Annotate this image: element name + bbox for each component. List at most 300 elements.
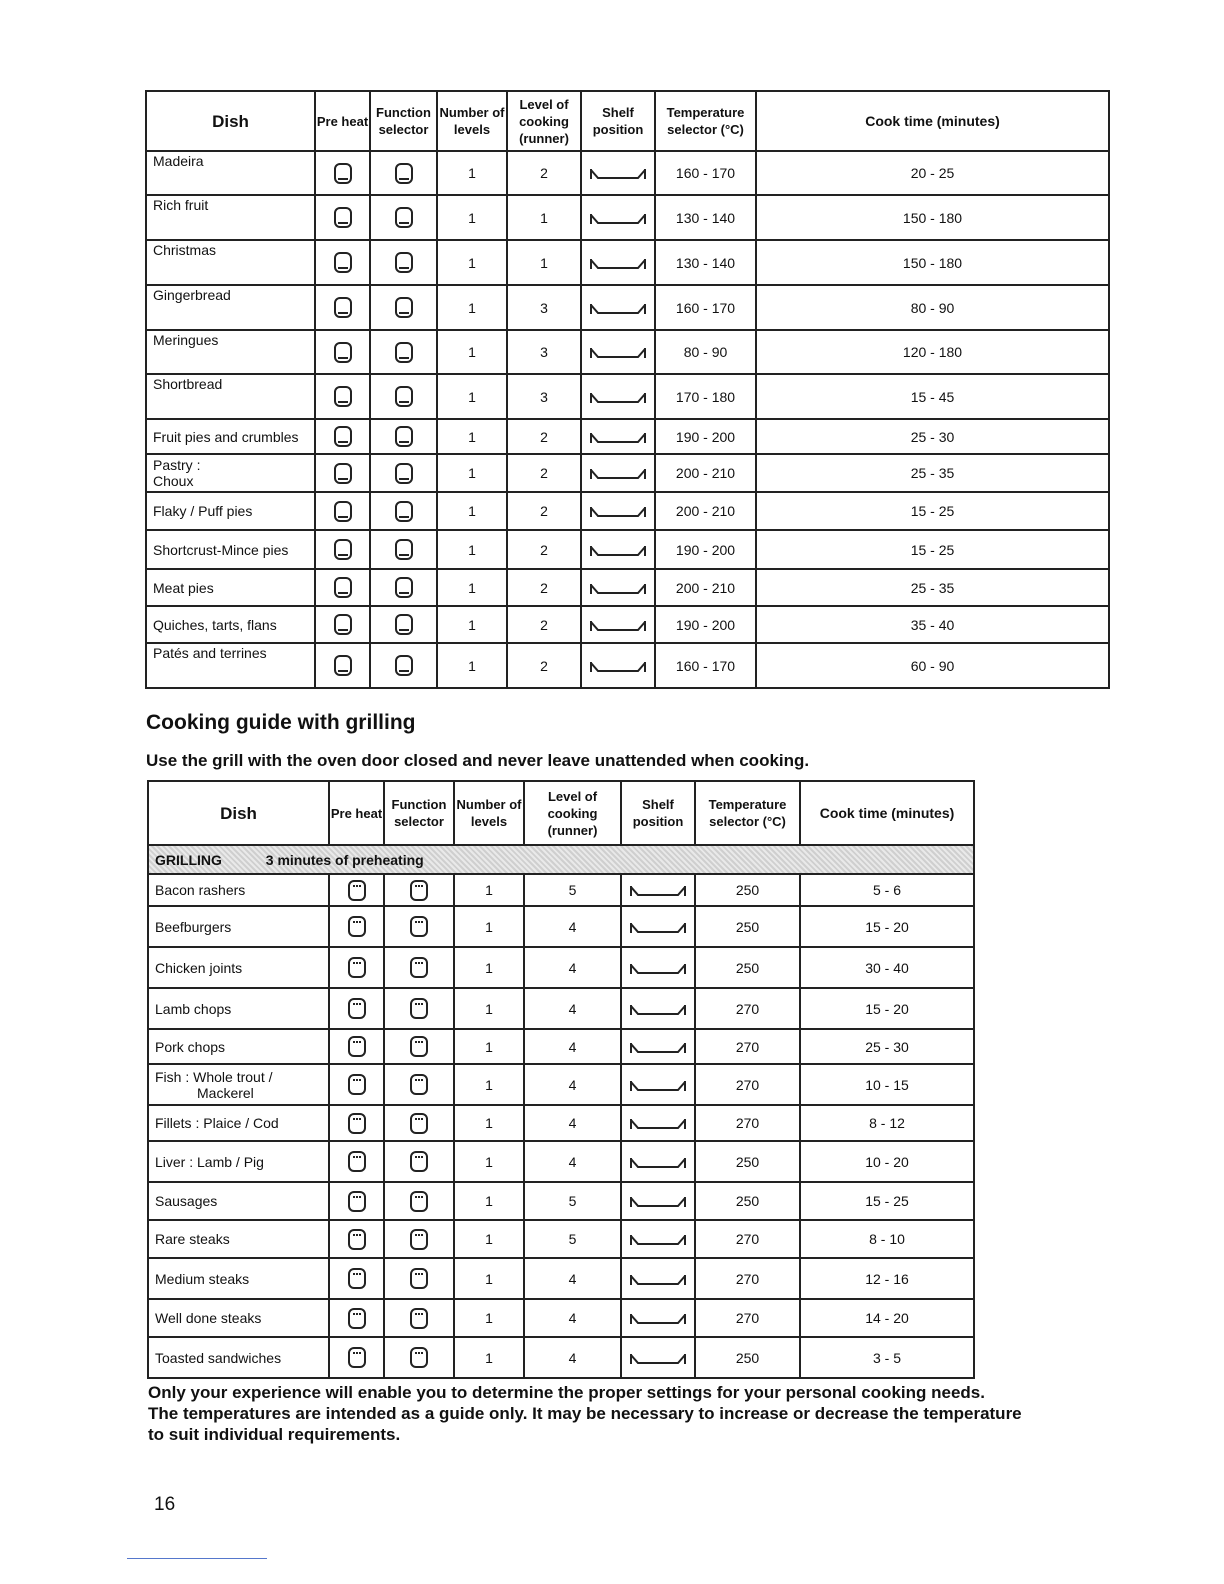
runner-cell: 2 xyxy=(507,492,581,530)
shelf-tray-icon xyxy=(630,1004,686,1016)
function-cell xyxy=(370,643,437,688)
cook-time-cell: 120 - 180 xyxy=(756,330,1109,374)
table-row xyxy=(146,374,1109,419)
header-temperature-selector: Temperature selector (°C) xyxy=(655,91,756,151)
shelf-cell xyxy=(621,1064,695,1105)
table-row xyxy=(146,492,1109,530)
preheat-cell xyxy=(329,1220,384,1258)
function-cell xyxy=(370,419,437,454)
cook-time-cell: 10 - 20 xyxy=(800,1141,974,1182)
function-cell xyxy=(370,240,437,285)
preheat-cell xyxy=(315,330,370,374)
shelf-tray-icon xyxy=(630,1157,686,1169)
runner-cell: 1 xyxy=(507,240,581,285)
levels-cell: 1 xyxy=(437,285,507,330)
dish-name: Rare steaks xyxy=(148,1220,329,1258)
table-row xyxy=(148,1337,974,1378)
footnote xyxy=(148,1382,1108,1445)
temperature-cell: 160 - 170 xyxy=(655,285,756,330)
runner-cell: 2 xyxy=(507,151,581,195)
conventional-oven-icon xyxy=(395,614,413,635)
runner-cell: 4 xyxy=(524,988,621,1029)
page-number: 16 xyxy=(154,1494,176,1515)
function-cell xyxy=(370,374,437,419)
shelf-cell xyxy=(581,606,655,643)
grill-icon xyxy=(348,1191,366,1212)
dish-name: Beefburgers xyxy=(148,906,329,947)
runner-cell: 1 xyxy=(507,195,581,240)
grilling-heading: Cooking guide with grilling xyxy=(146,711,416,734)
preheat-cell xyxy=(315,151,370,195)
conventional-oven-icon xyxy=(395,577,413,598)
cook-time-cell: 15 - 25 xyxy=(756,492,1109,530)
cook-time-cell: 35 - 40 xyxy=(756,606,1109,643)
grilling-band xyxy=(148,845,974,874)
levels-cell: 1 xyxy=(437,240,507,285)
grill-icon xyxy=(410,1268,428,1289)
conventional-oven-icon xyxy=(395,426,413,447)
cook-time-cell: 15 - 20 xyxy=(800,988,974,1029)
function-cell xyxy=(384,1141,454,1182)
grill-icon xyxy=(410,998,428,1019)
cook-time-cell: 80 - 90 xyxy=(756,285,1109,330)
footnote-line-2: The temperatures are intended as a guide only. It may be necessary to increase or decrease the temperature xyxy=(148,1404,1022,1423)
function-cell xyxy=(384,1064,454,1105)
shelf-cell xyxy=(621,988,695,1029)
temperature-cell: 80 - 90 xyxy=(655,330,756,374)
header-cook-time: Cook time (minutes) xyxy=(756,91,1109,151)
levels-cell: 1 xyxy=(437,606,507,643)
runner-cell: 4 xyxy=(524,1064,621,1105)
header-dish: Dish xyxy=(148,781,329,845)
grill-icon xyxy=(348,1074,366,1095)
grilling-guide-table xyxy=(147,780,975,1379)
header-function-selector: Function selector xyxy=(384,781,454,845)
shelf-cell xyxy=(621,1337,695,1378)
dish-name: Meat pies xyxy=(146,569,315,606)
runner-cell: 5 xyxy=(524,1182,621,1220)
dish-name: Chicken joints xyxy=(148,947,329,988)
temperature-cell: 170 - 180 xyxy=(655,374,756,419)
shelf-tray-icon xyxy=(590,545,646,557)
function-cell xyxy=(384,1299,454,1337)
shelf-tray-icon xyxy=(590,468,646,480)
table-row xyxy=(146,643,1109,688)
levels-cell: 1 xyxy=(437,569,507,606)
shelf-tray-icon xyxy=(630,1042,686,1054)
conventional-oven-icon xyxy=(334,577,352,598)
levels-cell: 1 xyxy=(454,1299,524,1337)
footnote-line-1: Only your experience will enable you to determine the proper settings for your personal cooking needs. xyxy=(148,1383,985,1402)
function-cell xyxy=(384,1258,454,1299)
runner-cell: 3 xyxy=(507,330,581,374)
cook-time-cell: 10 - 15 xyxy=(800,1064,974,1105)
table-row xyxy=(146,240,1109,285)
grill-icon xyxy=(348,1113,366,1134)
grill-icon xyxy=(348,998,366,1019)
preheat-cell xyxy=(315,240,370,285)
levels-cell: 1 xyxy=(437,330,507,374)
header-level-of-cooking: Level of cooking (runner) xyxy=(524,781,621,845)
runner-cell: 2 xyxy=(507,569,581,606)
cook-time-cell: 15 - 25 xyxy=(756,530,1109,569)
preheat-cell xyxy=(315,374,370,419)
conventional-oven-icon xyxy=(334,163,352,184)
shelf-cell xyxy=(581,374,655,419)
temperature-cell: 270 xyxy=(695,1299,800,1337)
preheat-cell xyxy=(329,1299,384,1337)
levels-cell: 1 xyxy=(454,1064,524,1105)
table-row xyxy=(146,606,1109,643)
levels-cell: 1 xyxy=(437,492,507,530)
runner-cell: 4 xyxy=(524,947,621,988)
shelf-cell xyxy=(621,1105,695,1141)
grill-icon xyxy=(410,1347,428,1368)
conventional-oven-icon xyxy=(334,297,352,318)
runner-cell: 4 xyxy=(524,1141,621,1182)
function-cell xyxy=(370,195,437,240)
conventional-oven-icon xyxy=(334,342,352,363)
runner-cell: 2 xyxy=(507,454,581,492)
header-number-of-levels: Number of levels xyxy=(454,781,524,845)
temperature-cell: 250 xyxy=(695,947,800,988)
table-row xyxy=(148,1299,974,1337)
dish-name: Sausages xyxy=(148,1182,329,1220)
preheat-cell xyxy=(329,1029,384,1064)
conventional-oven-icon xyxy=(395,386,413,407)
cook-time-cell: 15 - 20 xyxy=(800,906,974,947)
shelf-cell xyxy=(621,1141,695,1182)
conventional-oven-icon xyxy=(334,386,352,407)
preheat-cell xyxy=(329,1141,384,1182)
table-row xyxy=(148,1105,974,1141)
shelf-cell xyxy=(621,1029,695,1064)
shelf-tray-icon xyxy=(590,347,646,359)
baking-guide-table xyxy=(145,90,1110,689)
levels-cell: 1 xyxy=(454,1220,524,1258)
grill-icon xyxy=(348,1229,366,1250)
cook-time-cell: 150 - 180 xyxy=(756,195,1109,240)
cook-time-cell: 150 - 180 xyxy=(756,240,1109,285)
dish-name: Madeira xyxy=(146,151,315,195)
runner-cell: 3 xyxy=(507,374,581,419)
shelf-tray-icon xyxy=(630,1274,686,1286)
levels-cell: 1 xyxy=(437,195,507,240)
dish-name-line-1: Pastry : xyxy=(153,457,201,473)
shelf-tray-icon xyxy=(630,1118,686,1130)
grilling-band-note: 3 minutes of preheating xyxy=(265,851,424,868)
runner-cell: 5 xyxy=(524,874,621,906)
levels-cell: 1 xyxy=(454,874,524,906)
grill-icon xyxy=(348,1151,366,1172)
function-cell xyxy=(370,492,437,530)
levels-cell: 1 xyxy=(437,530,507,569)
table-row xyxy=(148,1064,974,1105)
runner-cell: 4 xyxy=(524,1258,621,1299)
conventional-oven-icon xyxy=(395,539,413,560)
grill-icon xyxy=(348,1036,366,1057)
preheat-cell xyxy=(329,1182,384,1220)
conventional-oven-icon xyxy=(395,342,413,363)
function-cell xyxy=(384,947,454,988)
conventional-oven-icon xyxy=(334,501,352,522)
shelf-cell xyxy=(621,1258,695,1299)
shelf-tray-icon xyxy=(590,620,646,632)
runner-cell: 4 xyxy=(524,1337,621,1378)
header-pre-heat: Pre heat xyxy=(329,781,384,845)
temperature-cell: 270 xyxy=(695,1105,800,1141)
runner-cell: 4 xyxy=(524,906,621,947)
shelf-cell xyxy=(621,1220,695,1258)
shelf-tray-icon xyxy=(590,213,646,225)
shelf-cell xyxy=(581,330,655,374)
temperature-cell: 200 - 210 xyxy=(655,454,756,492)
conventional-oven-icon xyxy=(334,207,352,228)
dish-name: Bacon rashers xyxy=(148,874,329,906)
shelf-tray-icon xyxy=(590,506,646,518)
conventional-oven-icon xyxy=(334,655,352,676)
dish-name: Patés and terrines xyxy=(146,643,315,688)
preheat-cell xyxy=(329,988,384,1029)
table-row xyxy=(146,419,1109,454)
shelf-cell xyxy=(581,285,655,330)
shelf-cell xyxy=(581,492,655,530)
table-row xyxy=(148,947,974,988)
dish-name-line-1: Fish : Whole trout / xyxy=(155,1068,273,1085)
function-cell xyxy=(384,1337,454,1378)
grill-icon xyxy=(410,1113,428,1134)
conventional-oven-icon xyxy=(395,463,413,484)
table-row xyxy=(146,530,1109,569)
grill-icon xyxy=(348,880,366,901)
function-cell xyxy=(384,1220,454,1258)
table-row xyxy=(148,906,974,947)
function-cell xyxy=(384,906,454,947)
table-row xyxy=(146,330,1109,374)
conventional-oven-icon xyxy=(395,207,413,228)
temperature-cell: 250 xyxy=(695,1182,800,1220)
shelf-tray-icon xyxy=(630,1196,686,1208)
header-function-selector: Function selector xyxy=(370,91,437,151)
grill-icon xyxy=(410,1191,428,1212)
conventional-oven-icon xyxy=(395,297,413,318)
dish-name: Christmas xyxy=(146,240,315,285)
shelf-cell xyxy=(581,643,655,688)
preheat-cell xyxy=(315,419,370,454)
grilling-subheading: Use the grill with the oven door closed and never leave unattended when cooking. xyxy=(146,751,810,770)
cook-time-cell: 14 - 20 xyxy=(800,1299,974,1337)
dish-name-line-2: Choux xyxy=(153,473,194,489)
grill-icon xyxy=(410,916,428,937)
conventional-oven-icon xyxy=(334,252,352,273)
function-cell xyxy=(370,151,437,195)
function-cell xyxy=(370,530,437,569)
conventional-oven-icon xyxy=(395,252,413,273)
header-temperature-selector: Temperature selector (°C) xyxy=(695,781,800,845)
function-cell xyxy=(384,1105,454,1141)
grill-icon xyxy=(410,1308,428,1329)
grill-icon xyxy=(348,916,366,937)
temperature-cell: 270 xyxy=(695,1029,800,1064)
shelf-tray-icon xyxy=(630,1313,686,1325)
function-cell xyxy=(384,874,454,906)
cook-time-cell: 8 - 12 xyxy=(800,1105,974,1141)
preheat-cell xyxy=(329,1064,384,1105)
dish-name: Shortbread xyxy=(146,374,315,419)
dish-name: Rich fruit xyxy=(146,195,315,240)
temperature-cell: 130 - 140 xyxy=(655,240,756,285)
levels-cell: 1 xyxy=(437,374,507,419)
conventional-oven-icon xyxy=(334,539,352,560)
shelf-cell xyxy=(581,569,655,606)
dish-name: Pork chops xyxy=(148,1029,329,1064)
cook-time-cell: 25 - 35 xyxy=(756,569,1109,606)
shelf-cell xyxy=(621,1299,695,1337)
grill-icon xyxy=(348,1347,366,1368)
preheat-cell xyxy=(329,1337,384,1378)
function-cell xyxy=(384,1182,454,1220)
conventional-oven-icon xyxy=(395,163,413,184)
cook-time-cell: 15 - 25 xyxy=(800,1182,974,1220)
shelf-tray-icon xyxy=(630,1234,686,1246)
footnote-line-3: to suit individual requirements. xyxy=(148,1425,401,1444)
grill-icon xyxy=(410,1229,428,1250)
shelf-tray-icon xyxy=(630,922,686,934)
function-cell xyxy=(370,454,437,492)
temperature-cell: 250 xyxy=(695,906,800,947)
cook-time-cell: 3 - 5 xyxy=(800,1337,974,1378)
dish-name: Well done steaks xyxy=(148,1299,329,1337)
preheat-cell xyxy=(329,1105,384,1141)
preheat-cell xyxy=(329,1258,384,1299)
grill-icon xyxy=(410,1036,428,1057)
grill-icon xyxy=(410,880,428,901)
preheat-cell xyxy=(329,947,384,988)
function-cell xyxy=(384,1029,454,1064)
temperature-cell: 270 xyxy=(695,988,800,1029)
shelf-cell xyxy=(621,906,695,947)
temperature-cell: 160 - 170 xyxy=(655,643,756,688)
temperature-cell: 190 - 200 xyxy=(655,419,756,454)
grill-icon xyxy=(348,1308,366,1329)
shelf-cell xyxy=(581,454,655,492)
conventional-oven-icon xyxy=(334,614,352,635)
header-pre-heat: Pre heat xyxy=(315,91,370,151)
dish-name: Toasted sandwiches xyxy=(148,1337,329,1378)
levels-cell: 1 xyxy=(437,419,507,454)
dish-name: Flaky / Puff pies xyxy=(146,492,315,530)
shelf-tray-icon xyxy=(630,885,686,897)
runner-cell: 2 xyxy=(507,606,581,643)
dish-name: Shortcrust-Mince pies xyxy=(146,530,315,569)
dish-name: Quiches, tarts, flans xyxy=(146,606,315,643)
cook-time-cell: 25 - 30 xyxy=(756,419,1109,454)
preheat-cell xyxy=(329,906,384,947)
preheat-cell xyxy=(315,606,370,643)
shelf-cell xyxy=(581,195,655,240)
conventional-oven-icon xyxy=(395,501,413,522)
header-number-of-levels: Number of levels xyxy=(437,91,507,151)
header-cook-time: Cook time (minutes) xyxy=(800,781,974,845)
header-level-of-cooking: Level of cooking (runner) xyxy=(507,91,581,151)
preheat-cell xyxy=(315,195,370,240)
shelf-tray-icon xyxy=(590,168,646,180)
temperature-cell: 160 - 170 xyxy=(655,151,756,195)
levels-cell: 1 xyxy=(454,1029,524,1064)
function-cell xyxy=(370,569,437,606)
shelf-tray-icon xyxy=(590,258,646,270)
runner-cell: 4 xyxy=(524,1029,621,1064)
dish-name: Gingerbread xyxy=(146,285,315,330)
levels-cell: 1 xyxy=(454,1182,524,1220)
grill-icon xyxy=(410,1074,428,1095)
grill-icon xyxy=(410,957,428,978)
shelf-tray-icon xyxy=(590,392,646,404)
levels-cell: 1 xyxy=(454,906,524,947)
table-row xyxy=(148,1029,974,1064)
conventional-oven-icon xyxy=(334,426,352,447)
dish-name xyxy=(148,1064,329,1105)
temperature-cell: 190 - 200 xyxy=(655,606,756,643)
table-row xyxy=(146,195,1109,240)
temperature-cell: 250 xyxy=(695,1141,800,1182)
shelf-cell xyxy=(581,240,655,285)
conventional-oven-icon xyxy=(334,463,352,484)
grill-icon xyxy=(410,1151,428,1172)
function-cell xyxy=(370,285,437,330)
cook-time-cell: 25 - 35 xyxy=(756,454,1109,492)
dish-name: Lamb chops xyxy=(148,988,329,1029)
function-cell xyxy=(384,988,454,1029)
table-row xyxy=(148,1258,974,1299)
cook-time-cell: 12 - 16 xyxy=(800,1258,974,1299)
shelf-cell xyxy=(581,530,655,569)
shelf-tray-icon xyxy=(630,963,686,975)
temperature-cell: 250 xyxy=(695,1337,800,1378)
preheat-cell xyxy=(315,569,370,606)
levels-cell: 1 xyxy=(437,151,507,195)
grill-icon xyxy=(348,1268,366,1289)
function-cell xyxy=(370,330,437,374)
levels-cell: 1 xyxy=(437,643,507,688)
runner-cell: 3 xyxy=(507,285,581,330)
table-row xyxy=(148,1141,974,1182)
baking-rows xyxy=(146,151,1109,688)
shelf-cell xyxy=(581,419,655,454)
preheat-cell xyxy=(329,874,384,906)
levels-cell: 1 xyxy=(454,988,524,1029)
temperature-cell: 130 - 140 xyxy=(655,195,756,240)
table-row xyxy=(146,285,1109,330)
shelf-cell xyxy=(581,151,655,195)
shelf-tray-icon xyxy=(590,583,646,595)
table-row xyxy=(148,1220,974,1258)
runner-cell: 2 xyxy=(507,643,581,688)
cook-time-cell: 20 - 25 xyxy=(756,151,1109,195)
shelf-cell xyxy=(621,874,695,906)
cook-time-cell: 5 - 6 xyxy=(800,874,974,906)
shelf-cell xyxy=(621,947,695,988)
dish-name: Fillets : Plaice / Cod xyxy=(148,1105,329,1141)
table-row xyxy=(146,454,1109,492)
temperature-cell: 270 xyxy=(695,1220,800,1258)
dish-name: Liver : Lamb / Pig xyxy=(148,1141,329,1182)
temperature-cell: 200 - 210 xyxy=(655,492,756,530)
dish-name xyxy=(146,454,315,492)
levels-cell: 1 xyxy=(454,1258,524,1299)
temperature-cell: 270 xyxy=(695,1258,800,1299)
footer-rule xyxy=(127,1558,267,1559)
